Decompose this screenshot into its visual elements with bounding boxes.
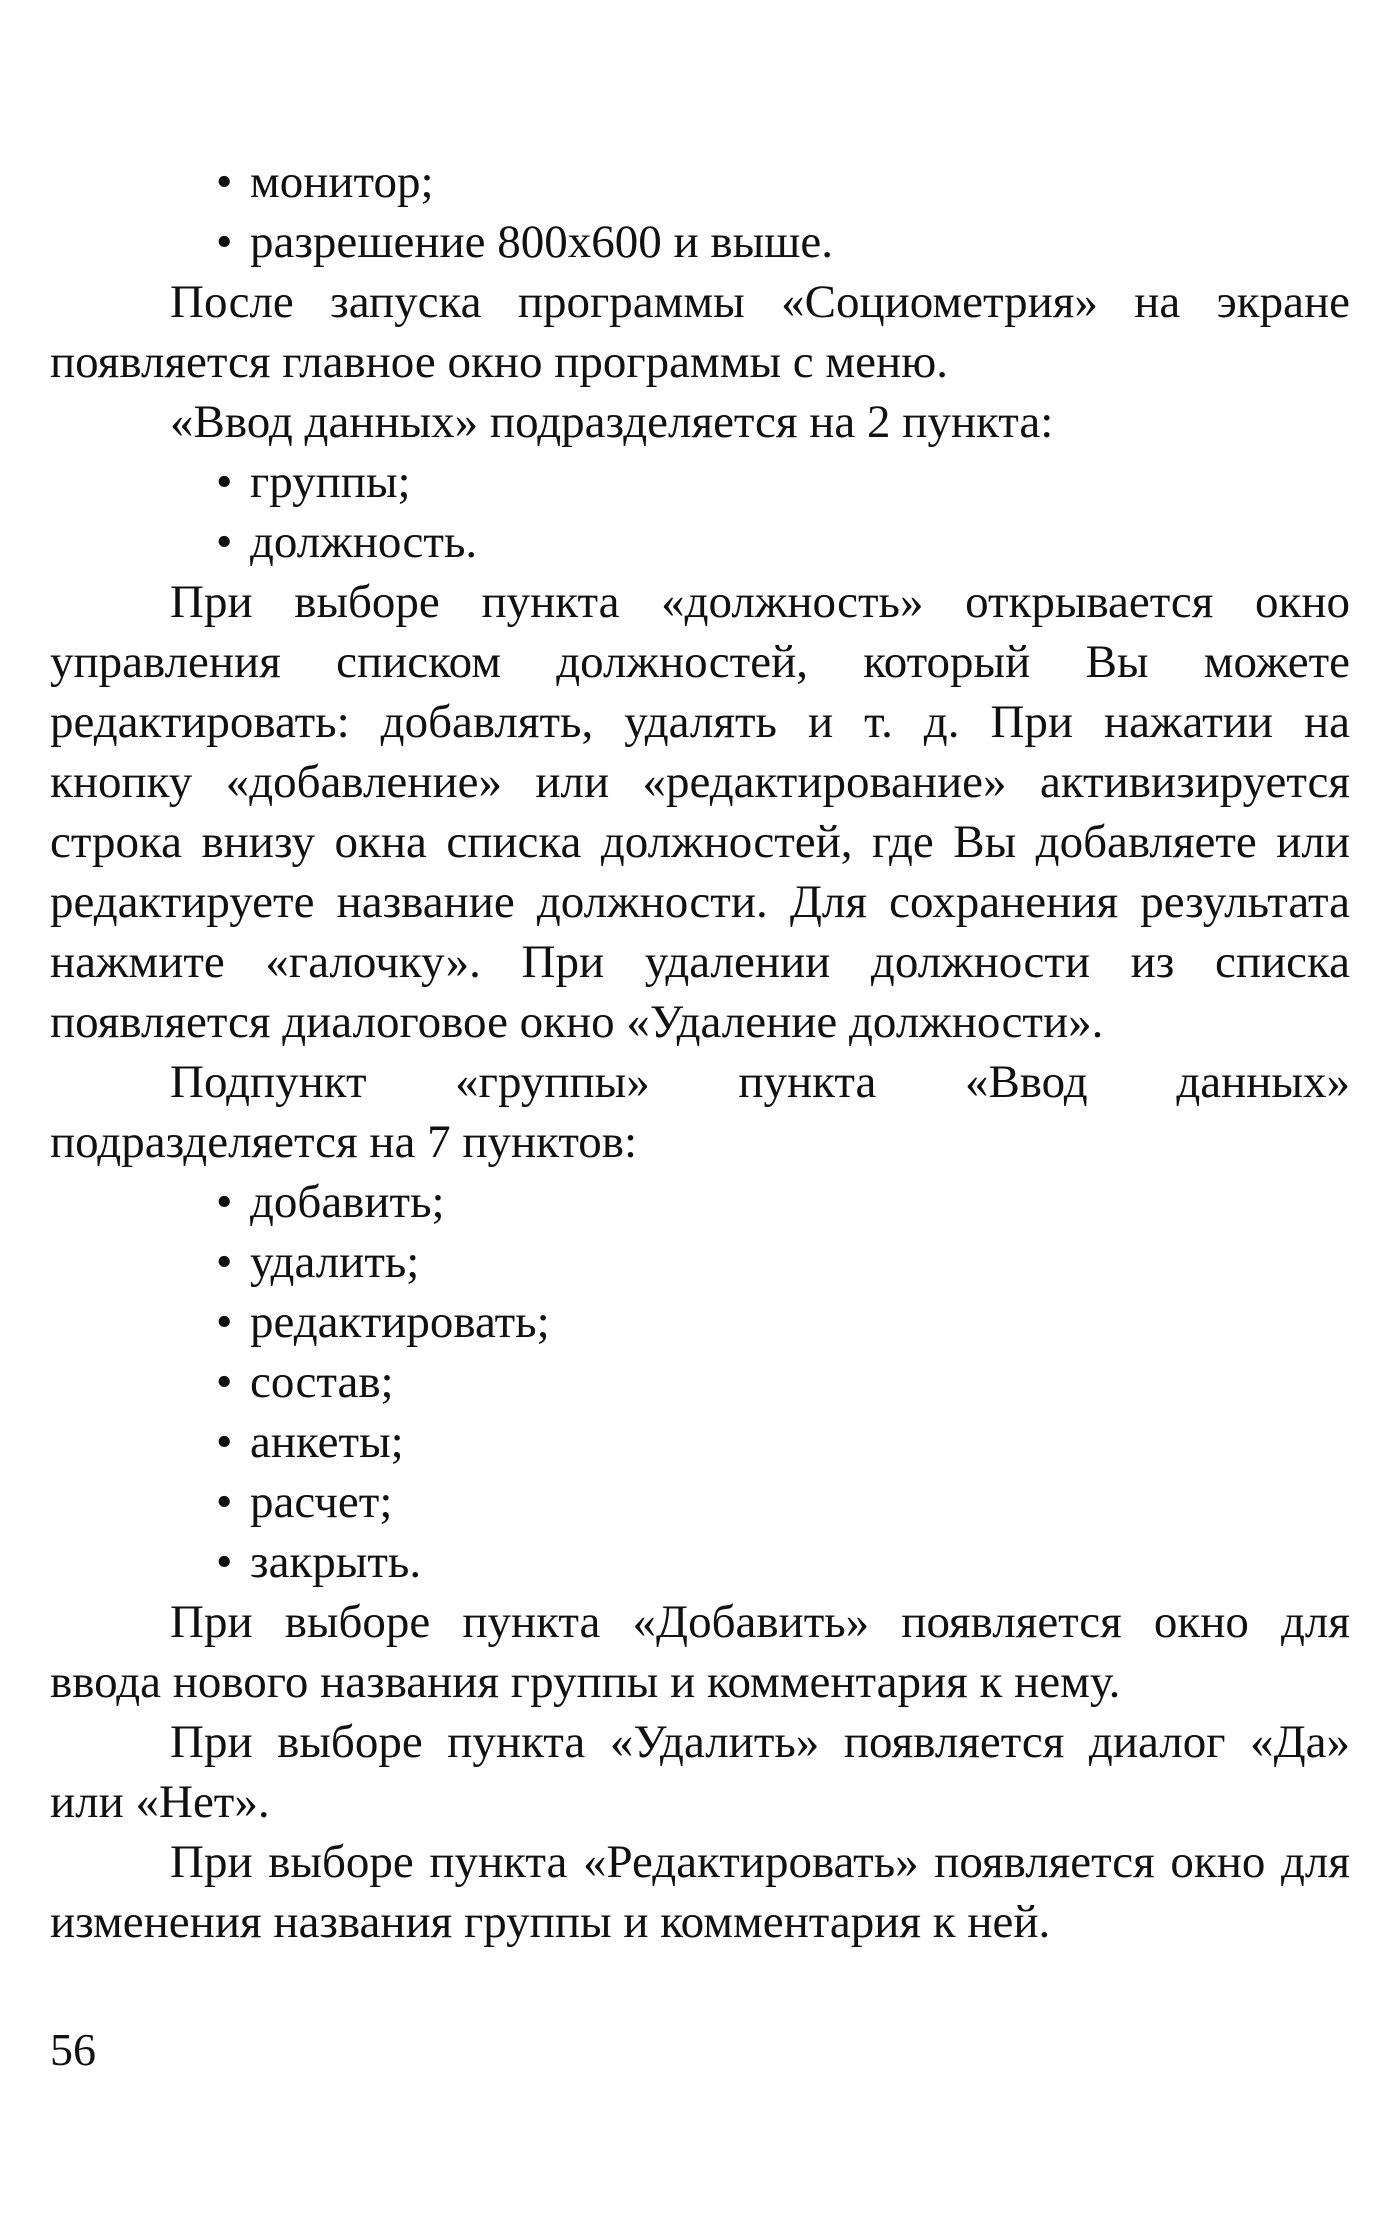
paragraph: При выборе пункта «должность» открывается окно управления списком должностей, который Вы можете редактировать: добавлять, удалять и т. д. При нажатии на кнопку «добавление» или «редактирование» активизируется строка внизу окна списка должностей, где Вы добавляете или редактируете название должности. Для сохранения результата нажмите «галочку». При удалении должности из списка появляется диалоговое окно «Удаление должности». [50,576,1350,1048]
list-item: • расчет; [250,1472,1350,1532]
paragraph: При выборе пункта «Редактировать» появляется окно для изменения названия группы и комментария к ней. [50,1836,1350,1948]
paragraph: При выборе пункта «Удалить» появляется диалог «Да» или «Нет». [50,1716,1350,1828]
paragraph: Подпункт «группы» пункта «Ввод данных» подразделяется на 7 пунктов: [50,1056,1350,1168]
list-item: • закрыть. [250,1532,1350,1592]
list-item: • удалить; [250,1232,1350,1292]
list-item: • состав; [250,1352,1350,1412]
list-item: • редактировать; [250,1292,1350,1352]
paragraph: После запуска программы «Социометрия» на экране появляется главное окно программы с меню. [50,276,1350,388]
paragraph: При выборе пункта «Добавить» появляется окно для ввода нового названия группы и комментария к нему. [50,1596,1350,1708]
list-item: • монитор; [250,152,1350,212]
list-item: • разрешение 800x600 и выше. [250,212,1350,272]
page-number: 56 [50,2024,96,2075]
list-item: • добавить; [250,1172,1350,1232]
page-content [50,152,1350,1952]
list-item: • группы; [250,452,1350,512]
list-item: • должность. [250,512,1350,572]
list-item: • анкеты; [250,1412,1350,1472]
paragraph: «Ввод данных» подразделяется на 2 пункта: [170,396,1054,448]
